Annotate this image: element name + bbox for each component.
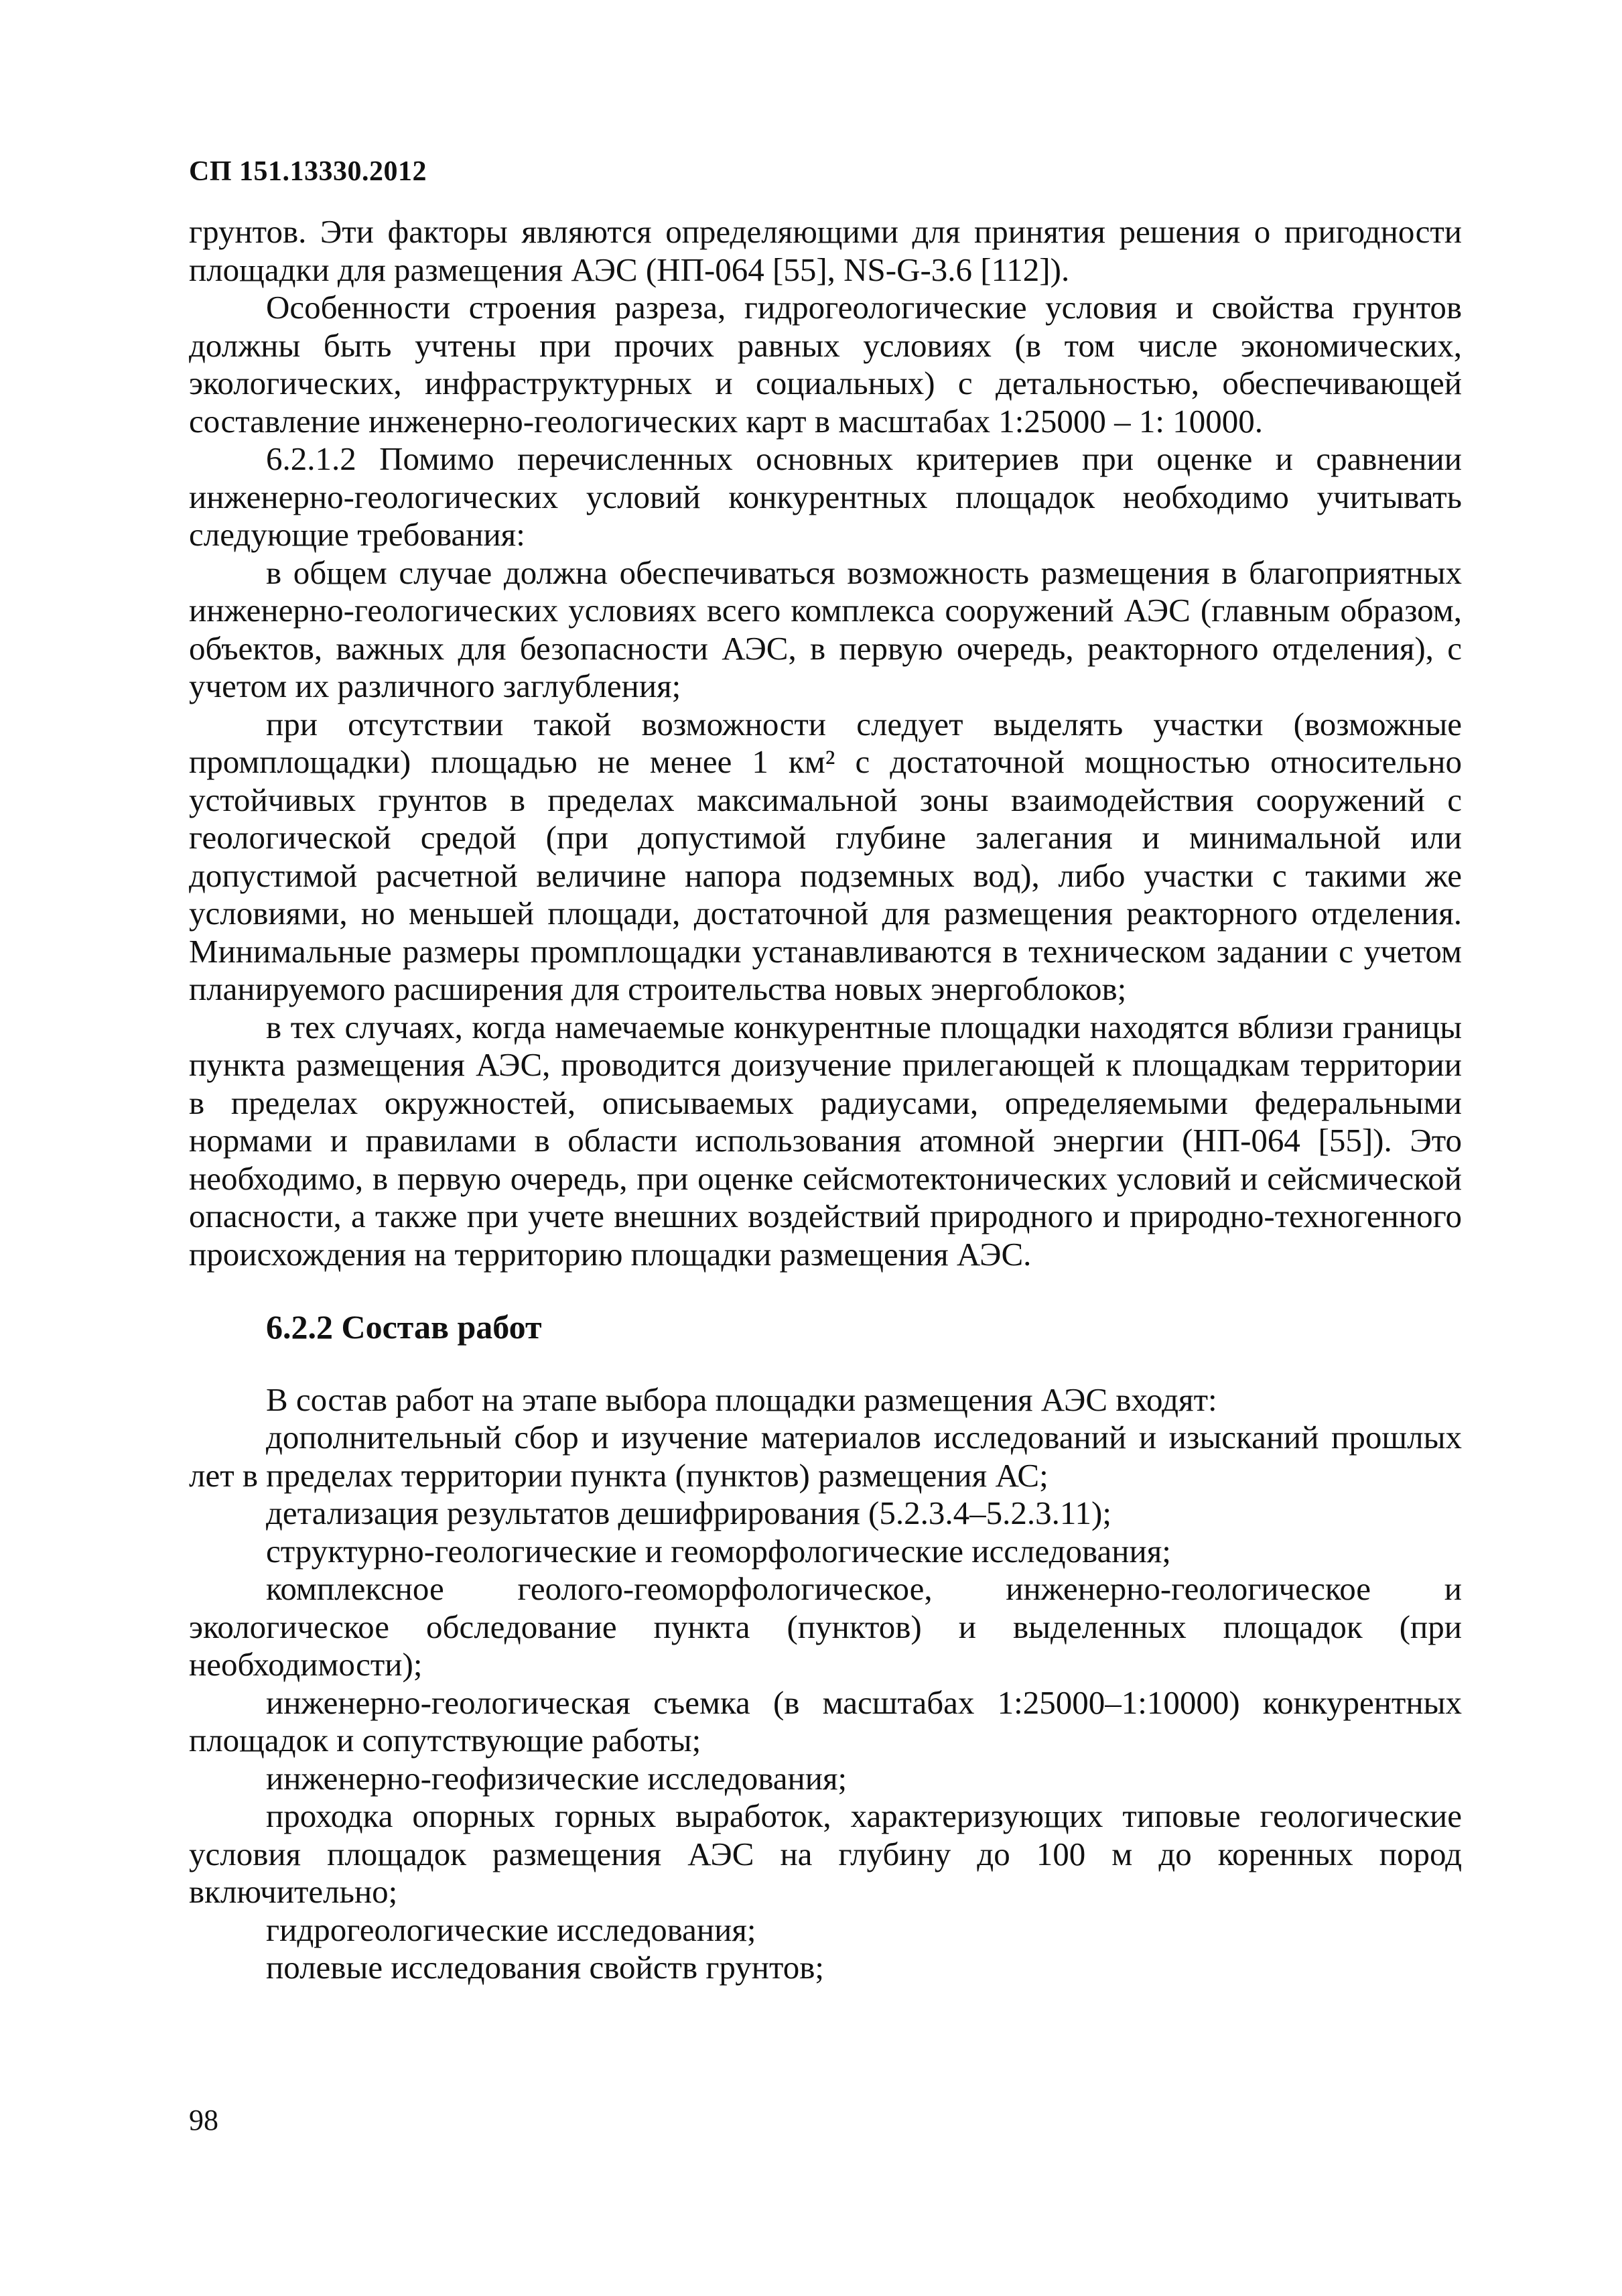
list-item: полевые исследования свойств грунтов; — [266, 1949, 825, 1986]
list-item: проходка опорных горных выработок, характеризующих типовые геологические условия площадок размещения АЭС на глубину до 100 м до коренных пород включительно; — [189, 1797, 1462, 1910]
list-item: дополнительный сбор и изучение материалов исследований и изысканий прошлых лет в пределах территории пункта (пунктов) размещения АС; — [189, 1419, 1462, 1494]
paragraph: при отсутствии такой возможности следует выделять участки (возможные промплощадки) площадью не менее 1 км² с достаточной мощностью относительно устойчивых грунтов в пределах максимальной зоны взаимодействия сооружений с геологической средой (при допустимой глубине залегания и минимальной или допустимой расчетной величине напора подземных вод), либо участки с такими же условиями, но меньшей площади, достаточной для размещения реакторного отделения. Минимальные размеры промплощадки устанавливаются в техническом задании с учетом планируемого расширения для строительства новых энергоблоков; — [189, 705, 1462, 1007]
paragraph: В состав работ на этапе выбора площадки размещения АЭС входят: — [266, 1381, 1217, 1418]
paragraph: 6.2.1.2 Помимо перечисленных основных критериев при оценке и сравнении инженерно-геологических условий конкурентных площадок необходимо учитывать следующие требования: — [189, 440, 1462, 553]
list-item: комплексное геолого-геоморфологическое, инженерно-геологическое и экологическое обследование пункта (пунктов) и выделенных площадок (при необходимости); — [189, 1570, 1462, 1683]
document-body — [189, 213, 1462, 1987]
section-heading: 6.2.2 Состав работ — [266, 1308, 542, 1346]
list-item: инженерно-геофизические исследования; — [266, 1759, 848, 1797]
list-item: инженерно-геологическая съемка (в масштабах 1:25000–1:10000) конкурентных площадок и сопутствующие работы; — [189, 1683, 1462, 1759]
paragraph: грунтов. Эти факторы являются определяющими для принятия решения о пригодности площадки для размещения АЭС (НП-064 [55], NS-G-3.6 [112]). — [189, 213, 1462, 288]
list-item: гидрогеологические исследования; — [266, 1911, 756, 1948]
page-number: 98 — [189, 2104, 218, 2136]
paragraph: в общем случае должна обеспечиваться возможность размещения в благоприятных инженерно-геологических условиях всего комплекса сооружений АЭС (главным образом, объектов, важных для безопасности АЭС, в первую очередь, реакторного отделения), с учетом их различного заглубления; — [189, 554, 1462, 704]
paragraph: в тех случаях, когда намечаемые конкурентные площадки находятся вблизи границы пункта размещения АЭС, проводится доизучение прилегающей к площадкам территории в пределах окружностей, описываемых радиусами, определяемыми федеральными нормами и правилами в области использования атомной энергии (НП-064 [55]). Это необходимо, в первую очередь, при оценке сейсмотектонических условий и сейсмической опасности, а также при учете внешних воздействий природного и природно-техногенного происхождения на территорию площадки размещения АЭС. — [189, 1008, 1462, 1273]
list-item: детализация результатов дешифрирования (5.2.3.4–5.2.3.11); — [266, 1494, 1111, 1531]
list-item: структурно-геологические и геоморфологические исследования; — [266, 1532, 1171, 1570]
document-code-header: СП 151.13330.2012 — [189, 156, 427, 187]
paragraph: Особенности строения разреза, гидрогеологические условия и свойства грунтов должны быть учтены при прочих равных условиях (в том числе экономических, экологических, инфраструктурных и социальных) с детальностью, обеспечивающей составление инженерно-геологических карт в масштабах 1:25000 – 1: 10000. — [189, 289, 1462, 440]
